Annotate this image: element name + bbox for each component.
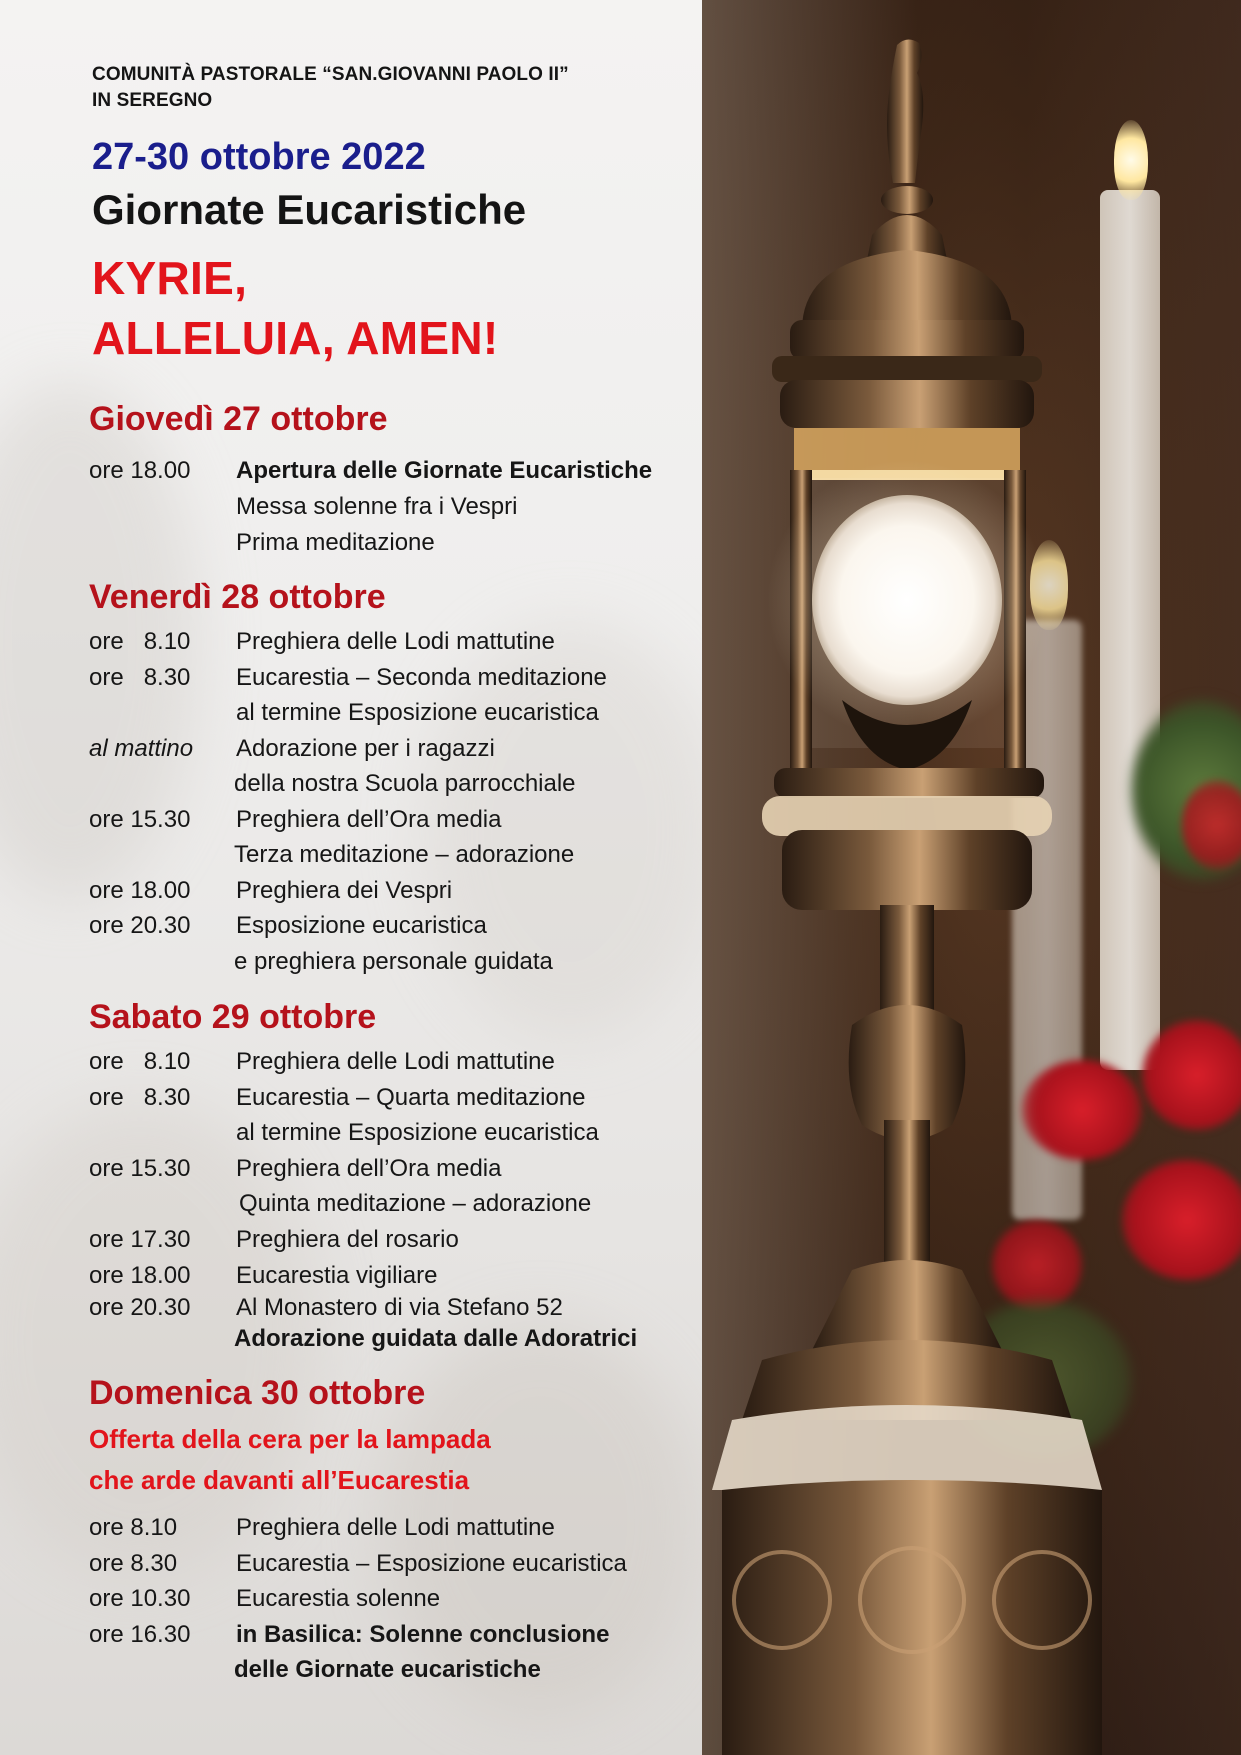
schedule-time: ore 20.30 [89, 912, 191, 939]
schedule-text: e preghiera personale guidata [234, 948, 553, 975]
schedule-row [89, 1262, 699, 1296]
schedule-text: Eucarestia solenne [236, 1585, 441, 1612]
event-title: Giornate Eucaristiche [92, 186, 527, 233]
schedule-row [89, 1325, 699, 1359]
schedule-row [89, 841, 699, 875]
schedule-row [89, 628, 699, 662]
schedule-time: ore 18.00 [89, 1262, 191, 1289]
schedule-text: Preghiera delle Lodi mattutine [236, 1048, 555, 1075]
schedule-row [89, 1550, 699, 1584]
schedule-text: Preghiera dell’Ora media [236, 1155, 502, 1182]
schedule-text: Eucarestia vigiliare [236, 1262, 438, 1289]
schedule-text: Preghiera del rosario [236, 1226, 459, 1253]
schedule-row [89, 529, 699, 563]
day-heading-saturday: Sabato 29 ottobre [89, 998, 377, 1036]
community-line-1: COMUNITÀ PASTORALE “SAN.GIOVANNI PAOLO II” [92, 64, 569, 85]
schedule-row [89, 493, 699, 527]
schedule-text: Eucarestia – Seconda meditazione [236, 664, 607, 691]
day-heading-friday: Venerdì 28 ottobre [89, 578, 386, 616]
motto-line-2: ALLELUIA, AMEN! [92, 312, 499, 364]
schedule-text: Eucarestia – Quarta meditazione [236, 1084, 586, 1111]
schedule-row [89, 735, 699, 769]
schedule-text: della nostra Scuola parrocchiale [234, 770, 576, 797]
schedule-text: Preghiera dell’Ora media [236, 806, 502, 833]
schedule-time: ore 17.30 [89, 1226, 191, 1253]
schedule-row [89, 1084, 699, 1118]
schedule-text: Prima meditazione [236, 529, 435, 556]
event-dates: 27-30 ottobre 2022 [92, 136, 426, 178]
schedule-row [89, 877, 699, 911]
sunday-subheading-line-1: Offerta della cera per la lampada [89, 1424, 491, 1454]
schedule-row [89, 1585, 699, 1619]
schedule-text: Apertura delle Giornate Eucaristiche [236, 457, 653, 484]
schedule-time: ore 8.30 [89, 1084, 191, 1111]
schedule-row [89, 1621, 699, 1655]
schedule-time: ore 8.30 [89, 1550, 178, 1577]
schedule-row [89, 806, 699, 840]
schedule-text: Terza meditazione – adorazione [234, 841, 575, 868]
schedule-time: ore 8.10 [89, 628, 191, 655]
schedule-row [89, 1119, 699, 1153]
schedule-row [89, 1155, 699, 1189]
schedule-text: Preghiera delle Lodi mattutine [236, 628, 555, 655]
schedule-row [89, 770, 699, 804]
schedule-row [89, 457, 699, 491]
schedule-text: Adorazione guidata dalle Adoratrici [234, 1325, 638, 1352]
schedule-text: Quinta meditazione – adorazione [239, 1190, 592, 1217]
schedule-text: Eucarestia – Esposizione eucaristica [236, 1550, 627, 1577]
schedule-text: Messa solenne fra i Vespri [236, 493, 518, 520]
day-heading-thursday: Giovedì 27 ottobre [89, 400, 388, 438]
schedule-time: ore 8.30 [89, 664, 191, 691]
schedule-text: Preghiera dei Vespri [236, 877, 453, 904]
schedule-text: in Basilica: Solenne conclusione [236, 1621, 610, 1648]
schedule-row [89, 664, 699, 698]
community-line-2: IN SEREGNO [92, 90, 213, 111]
schedule-time: ore 15.30 [89, 806, 191, 833]
schedule-row [89, 1514, 699, 1548]
schedule-row [89, 1656, 699, 1690]
schedule-time: ore 18.00 [89, 457, 191, 484]
monstrance-photo [702, 0, 1241, 1755]
schedule-text: Preghiera delle Lodi mattutine [236, 1514, 555, 1541]
schedule-row [89, 912, 699, 946]
monstrance-icon [702, 0, 1241, 1755]
schedule-row [89, 1190, 699, 1224]
schedule-text: al termine Esposizione eucaristica [236, 1119, 599, 1146]
schedule-time: ore 8.10 [89, 1514, 178, 1541]
day-heading-sunday: Domenica 30 ottobre [89, 1374, 426, 1412]
schedule-time: ore 20.30 [89, 1294, 191, 1321]
schedule-text: al termine Esposizione eucaristica [236, 699, 599, 726]
sunday-subheading-line-2: che arde davanti all’Eucarestia [89, 1465, 470, 1495]
schedule-time: ore 15.30 [89, 1155, 191, 1182]
event-motto [92, 248, 499, 368]
schedule-text: Esposizione eucaristica [236, 912, 487, 939]
community-name [92, 62, 569, 114]
schedule-row [89, 1226, 699, 1260]
schedule-row [89, 699, 699, 733]
schedule-time: al mattino [89, 735, 194, 762]
schedule-time: ore 8.10 [89, 1048, 191, 1075]
schedule-time: ore 10.30 [89, 1585, 191, 1612]
schedule-time: ore 16.30 [89, 1621, 191, 1648]
schedule-text: Adorazione per i ragazzi [236, 735, 495, 762]
schedule-row [89, 1048, 699, 1082]
schedule-row [89, 948, 699, 982]
schedule-text: Al Monastero di via Stefano 52 [236, 1294, 563, 1321]
schedule-text: delle Giornate eucaristiche [234, 1656, 541, 1683]
motto-line-1: KYRIE, [92, 252, 248, 304]
schedule-time: ore 18.00 [89, 877, 191, 904]
schedule-row [89, 1294, 699, 1328]
